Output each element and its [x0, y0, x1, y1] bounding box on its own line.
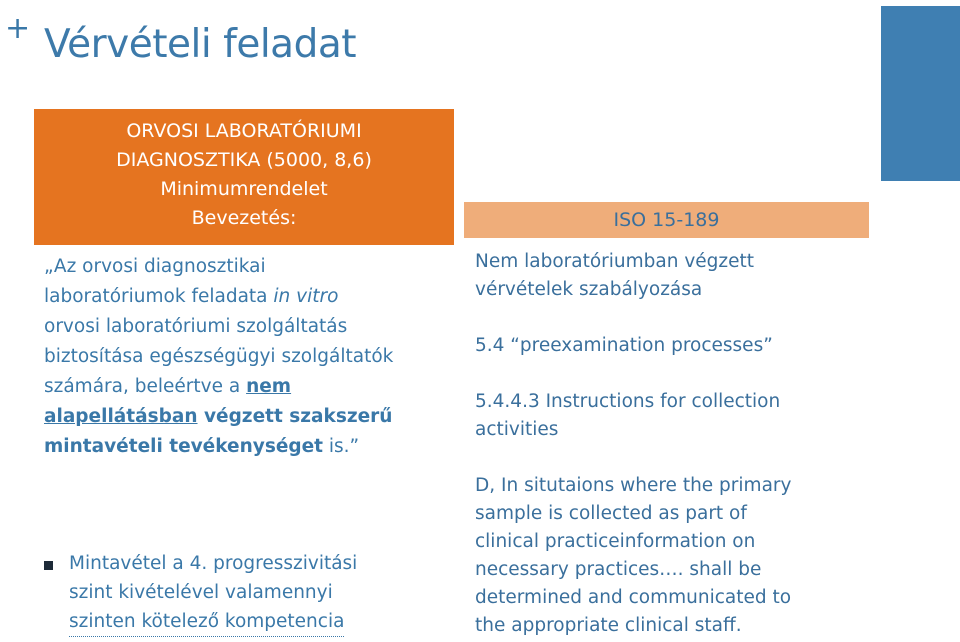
quote-alapellatasban: alapellátásban: [44, 406, 198, 427]
iso-header-bar: ISO 15-189: [464, 202, 869, 238]
orange-box-line-4: Bevezetés:: [191, 207, 297, 229]
iso-p4-line-5: determined and communicated to: [475, 587, 792, 608]
quote-vegzett-szakszeru: végzett szakszerű: [197, 406, 393, 427]
quote-mintaveteli-tevekenyseget: mintavételi tevékenységet: [44, 436, 324, 457]
iso-p3-line-2: activities: [475, 419, 559, 440]
quote-line-5-text: számára, beleértve a: [44, 376, 247, 397]
square-bullet-icon: [44, 561, 53, 570]
iso-p1-line-2: vérvételek szabályozása: [475, 279, 703, 300]
quote-line-4: biztosítása egészségügyi szolgáltatók: [44, 346, 394, 367]
bullet-text: [69, 549, 444, 637]
bullet-line-1: Mintavétel a 4. progresszivitási: [69, 553, 358, 574]
quote-line-6: [44, 402, 464, 432]
quote-line-7: [44, 432, 464, 462]
iso-p2: 5.4 “preexamination processes”: [475, 335, 773, 356]
plus-mark: +: [5, 11, 31, 46]
quote-line-2-text: laboratóriumok feladata: [44, 286, 274, 307]
iso-p3-line-1: 5.4.4.3 Instructions for collection: [475, 391, 781, 412]
quote-line-2: [44, 282, 464, 312]
quote-nem: nem: [246, 376, 292, 397]
orange-heading-box: [34, 109, 454, 245]
bullet-line-3: szinten kötelező kompetencia: [69, 607, 344, 637]
quote-line-3: orvosi laboratóriumi szolgáltatás: [44, 316, 348, 337]
iso-p4-line-4: necessary practices…. shall be: [475, 559, 762, 580]
regulation-quote: [44, 252, 464, 462]
orange-box-line-1: ORVOSI LABORATÓRIUMI: [126, 120, 362, 142]
quote-line-5: [44, 372, 464, 402]
quote-line-7-end: is.”: [323, 436, 360, 457]
iso-p4-line-6: the appropriate clinical staff.: [475, 615, 742, 636]
orange-box-line-3: Minimumrendelet: [160, 178, 328, 200]
iso-p4-line-2: sample is collected as part of: [475, 503, 747, 524]
bullet-line-2: szint kivételével valamennyi: [69, 582, 333, 603]
iso-content: [475, 248, 875, 640]
quote-in-vitro: in vitro: [273, 286, 339, 307]
iso-p1-line-1: Nem laboratóriumban végzett: [475, 251, 755, 272]
iso-p4-line-1: D, In situtaions where the primary: [475, 475, 792, 496]
orange-box-line-2: DIAGNOSZTIKA (5000, 8,6): [116, 149, 372, 171]
quote-line-1: „Az orvosi diagnosztikai: [44, 256, 266, 277]
slide-title: Vérvételi feladat: [44, 22, 357, 67]
corner-accent-block: [881, 6, 960, 181]
bullet-item: [44, 549, 444, 637]
iso-p4-line-3: clinical practiceinformation on: [475, 531, 756, 552]
